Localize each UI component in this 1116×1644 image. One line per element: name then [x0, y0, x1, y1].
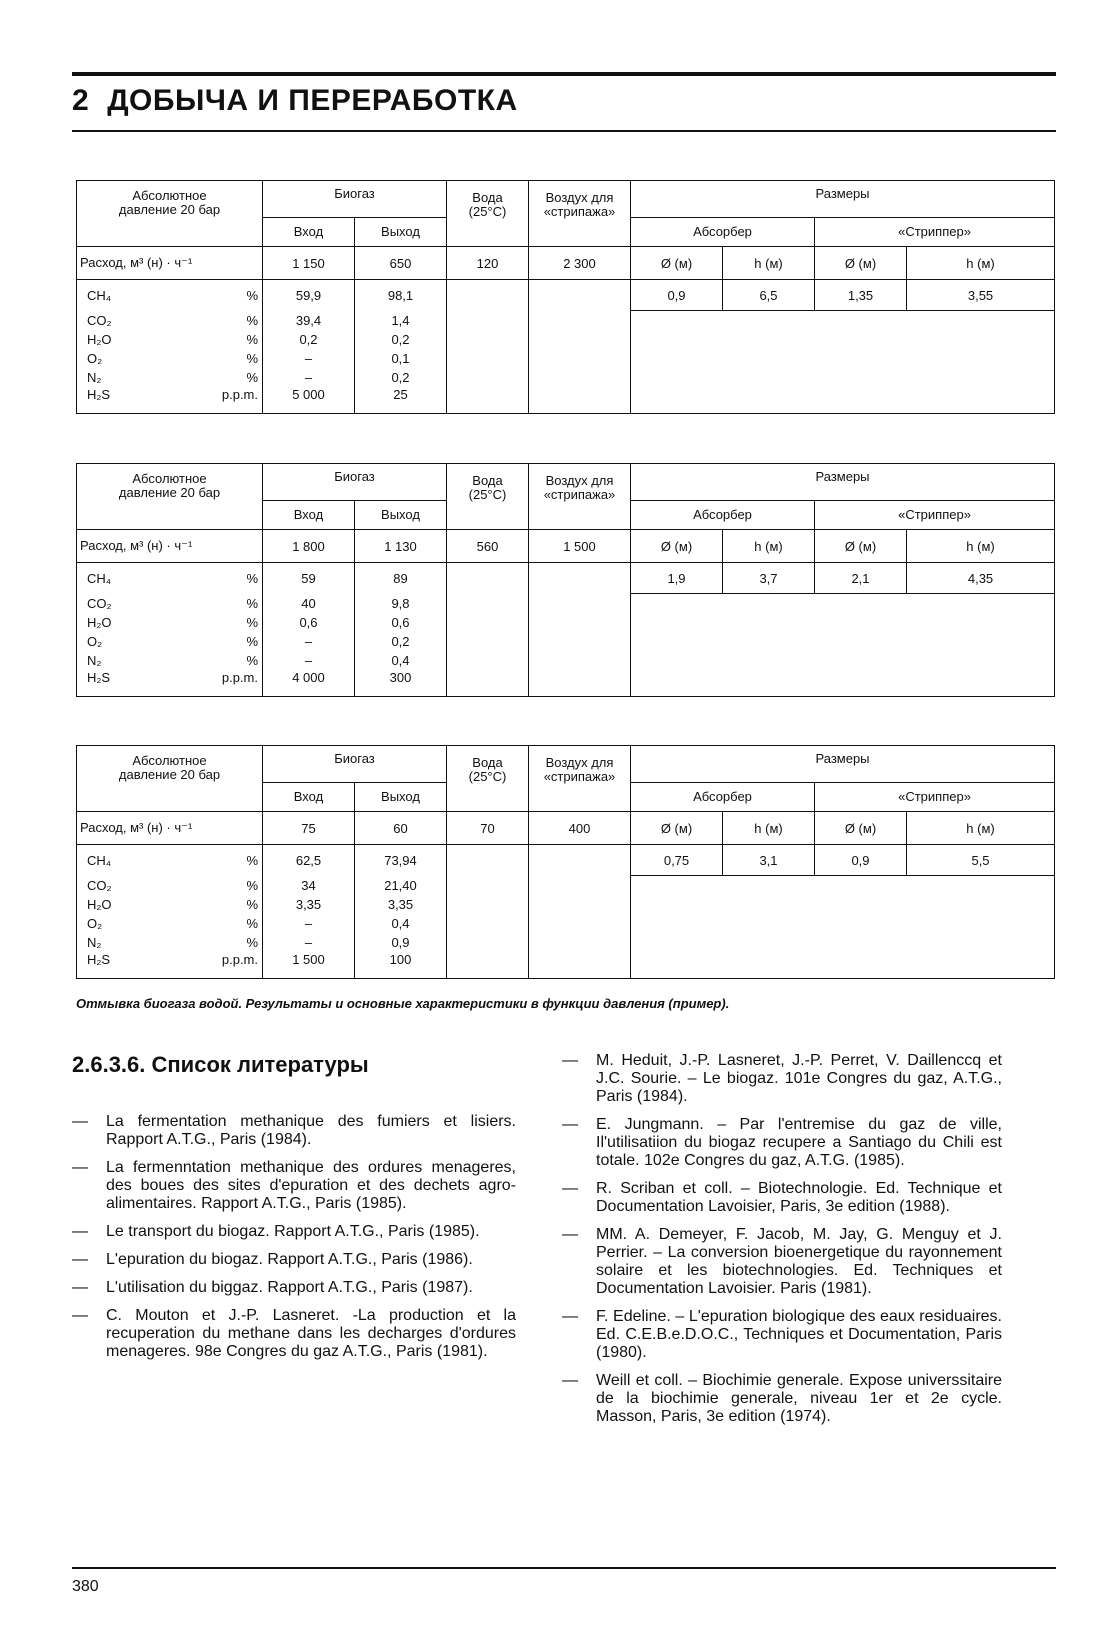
flow-water: 560	[447, 530, 529, 563]
reference-text: M. Heduit, J.-P. Lasneret, J.-P. Perret, V. Daillenccq et J.C. Sourie. – Le biogaz. 101e Congres du gaz, A.T.G., Paris (1984).	[596, 1052, 1002, 1105]
outlet-value: 0,9	[355, 933, 447, 952]
component-unit: %	[246, 896, 258, 912]
absorber-header: Абсорбер	[631, 218, 815, 247]
reference-item	[72, 1159, 516, 1213]
air-blank	[529, 563, 631, 697]
inlet-value: 0,2	[263, 330, 355, 349]
stripper-diameter: 0,9	[815, 845, 907, 876]
stripper-header: «Стриппер»	[815, 218, 1055, 247]
component-unit: p.p.m.	[221, 386, 258, 402]
pressure-line1: Абсолютное	[132, 188, 207, 203]
flow-water: 120	[447, 247, 529, 280]
flow-air: 1 500	[529, 530, 631, 563]
component-cell	[77, 613, 263, 632]
inlet-value: –	[263, 914, 355, 933]
absorber-height: 3,1	[723, 845, 815, 876]
component-name: CH₄	[87, 852, 112, 868]
absorber-header: Абсорбер	[631, 783, 815, 812]
air-line1: Воздух для	[545, 755, 614, 770]
water-line1: Вода	[472, 190, 503, 205]
reference-text: R. Scriban et coll. – Biotechnologie. Ed. Technique et Documentation Lavoisier, Paris, 3e edition (1988).	[596, 1180, 1002, 1215]
component-cell	[77, 651, 263, 670]
inlet-header: Вход	[263, 783, 355, 812]
section-number: 2	[72, 84, 90, 117]
flow-inlet: 75	[263, 812, 355, 845]
pressure-header	[77, 746, 263, 812]
inlet-value: 0,6	[263, 613, 355, 632]
component-unit: p.p.m.	[221, 951, 258, 967]
outlet-value: 100	[355, 952, 447, 979]
absorber-diameter: 0,9	[631, 280, 723, 311]
section-heading	[72, 84, 518, 118]
stripper-height: 5,5	[907, 845, 1055, 876]
reference-item	[72, 1223, 516, 1241]
inlet-value: 62,5	[263, 845, 355, 876]
inlet-value: –	[263, 349, 355, 368]
outlet-value: 21,40	[355, 876, 447, 895]
reference-text: MM. A. Demeyer, F. Jacob, M. Jay, G. Menguy et J. Perrier. – La conversion bioenergetique du rayonnement solaire et les biotechnologies. Ed. Techniques et Documentation Lavoisier. Paris (1981).	[596, 1226, 1002, 1297]
reference-dash: —	[72, 1279, 88, 1296]
component-name: N₂	[87, 652, 102, 668]
component-cell	[77, 311, 263, 330]
diam-label: Ø (м)	[815, 530, 907, 563]
component-unit: %	[246, 633, 258, 649]
biogas-table-3	[76, 745, 1055, 979]
dimensions-blank	[631, 311, 1055, 414]
component-cell	[77, 914, 263, 933]
outlet-header: Выход	[355, 218, 447, 247]
diam-label: Ø (м)	[815, 247, 907, 280]
component-cell	[77, 895, 263, 914]
height-label: h (м)	[907, 247, 1055, 280]
outlet-value: 0,2	[355, 330, 447, 349]
component-name: H₂S	[87, 669, 111, 685]
stripper-header: «Стриппер»	[815, 501, 1055, 530]
component-name: N₂	[87, 369, 102, 385]
component-unit: %	[246, 331, 258, 347]
component-name: CO₂	[87, 877, 112, 893]
flow-air: 2 300	[529, 247, 631, 280]
pressure-line2: давление 20 бар	[118, 202, 221, 217]
reference-text: Le transport du biogaz. Rapport A.T.G., Paris (1985).	[106, 1223, 480, 1240]
stripper-diameter: 2,1	[815, 563, 907, 594]
table-caption: Отмывка биогаза водой. Результаты и основные характеристики в функции давления (пример).	[76, 996, 730, 1011]
reference-dash: —	[562, 1308, 578, 1325]
reference-text: Weill et coll. – Biochimie generale. Expose universsitaire de la biochimie generale, niveau 1er et 2e cycle. Masson, Paris, 3e edition (1974).	[596, 1372, 1002, 1425]
component-name: H₂O	[87, 896, 112, 912]
component-cell	[77, 368, 263, 387]
pressure-line2: давление 20 бар	[118, 767, 221, 782]
component-unit: %	[246, 595, 258, 611]
component-cell	[77, 933, 263, 952]
reference-dash: —	[562, 1180, 578, 1197]
outlet-header: Выход	[355, 501, 447, 530]
flow-air: 400	[529, 812, 631, 845]
reference-item	[562, 1052, 1002, 1106]
absorber-diameter: 0,75	[631, 845, 723, 876]
references-right-column	[562, 1052, 1002, 1436]
inlet-value: –	[263, 933, 355, 952]
water-header	[447, 746, 529, 812]
flow-outlet: 1 130	[355, 530, 447, 563]
component-name: H₂O	[87, 331, 112, 347]
height-label: h (м)	[907, 812, 1055, 845]
component-cell	[77, 670, 263, 697]
water-line2: (25°C)	[468, 204, 507, 219]
component-unit: %	[246, 570, 258, 586]
component-name: O₂	[87, 915, 103, 931]
component-cell	[77, 632, 263, 651]
reference-text: F. Edeline. – L'epuration biologique des eaux residuaires. Ed. C.E.B.e.D.O.C., Techniques et Documentation, Paris (1980).	[596, 1308, 1002, 1361]
pressure-line1: Абсолютное	[132, 471, 207, 486]
inlet-value: 40	[263, 594, 355, 613]
page-number: 380	[72, 1578, 99, 1595]
reference-item	[72, 1307, 516, 1361]
inlet-value: 59	[263, 563, 355, 594]
component-name: O₂	[87, 633, 103, 649]
inlet-value: 39,4	[263, 311, 355, 330]
reference-item	[562, 1180, 1002, 1216]
outlet-value: 98,1	[355, 280, 447, 311]
outlet-value: 0,1	[355, 349, 447, 368]
diam-label: Ø (м)	[631, 247, 723, 280]
biogas-table-2	[76, 463, 1055, 697]
outlet-value: 0,2	[355, 368, 447, 387]
water-blank	[447, 563, 529, 697]
flow-inlet: 1 800	[263, 530, 355, 563]
top-rule	[72, 72, 1056, 76]
outlet-value: 0,4	[355, 914, 447, 933]
air-header	[529, 181, 631, 247]
height-label: h (м)	[723, 530, 815, 563]
biogas-table-1	[76, 180, 1055, 414]
component-name: H₂S	[87, 951, 111, 967]
component-name: CO₂	[87, 595, 112, 611]
reference-dash: —	[72, 1113, 88, 1130]
component-cell	[77, 387, 263, 414]
air-line2: «стрипажа»	[543, 487, 616, 502]
height-label: h (м)	[723, 247, 815, 280]
dimensions-blank	[631, 876, 1055, 979]
inlet-value: –	[263, 632, 355, 651]
reference-item	[72, 1251, 516, 1269]
pressure-line1: Абсолютное	[132, 753, 207, 768]
diam-label: Ø (м)	[631, 530, 723, 563]
component-name: H₂S	[87, 386, 111, 402]
reference-dash: —	[562, 1226, 578, 1243]
height-label: h (м)	[723, 812, 815, 845]
component-unit: %	[246, 369, 258, 385]
reference-item	[562, 1372, 1002, 1426]
flow-label: Расход, м³ (н) · ч⁻¹	[77, 812, 263, 845]
reference-dash: —	[72, 1251, 88, 1268]
biogas-header: Биогаз	[263, 746, 447, 783]
air-header	[529, 464, 631, 530]
water-header	[447, 464, 529, 530]
absorber-height: 3,7	[723, 563, 815, 594]
header-rule	[72, 130, 1056, 132]
absorber-header: Абсорбер	[631, 501, 815, 530]
reference-item	[562, 1226, 1002, 1298]
dimensions-header: Размеры	[631, 181, 1055, 218]
component-cell	[77, 594, 263, 613]
stripper-header: «Стриппер»	[815, 783, 1055, 812]
inlet-value: 5 000	[263, 387, 355, 414]
reference-text: L'utilisation du biggaz. Rapport A.T.G., Paris (1987).	[106, 1279, 473, 1296]
reference-text: L'epuration du biogaz. Rapport A.T.G., Paris (1986).	[106, 1251, 473, 1268]
component-cell	[77, 845, 263, 876]
pressure-header	[77, 464, 263, 530]
outlet-value: 73,94	[355, 845, 447, 876]
reference-item	[72, 1279, 516, 1297]
reference-item	[72, 1113, 516, 1149]
component-unit: %	[246, 652, 258, 668]
component-name: CO₂	[87, 312, 112, 328]
component-unit: %	[246, 350, 258, 366]
air-line1: Воздух для	[545, 473, 614, 488]
reference-dash: —	[72, 1159, 88, 1176]
air-line2: «стрипажа»	[543, 769, 616, 784]
component-name: CH₄	[87, 287, 112, 303]
dimensions-header: Размеры	[631, 464, 1055, 501]
references-left-column	[72, 1113, 516, 1371]
outlet-value: 25	[355, 387, 447, 414]
component-cell	[77, 563, 263, 594]
stripper-height: 3,55	[907, 280, 1055, 311]
absorber-height: 6,5	[723, 280, 815, 311]
outlet-value: 300	[355, 670, 447, 697]
flow-water: 70	[447, 812, 529, 845]
reference-dash: —	[72, 1223, 88, 1240]
pressure-line2: давление 20 бар	[118, 485, 221, 500]
water-line2: (25°C)	[468, 487, 507, 502]
reference-dash: —	[72, 1307, 88, 1324]
outlet-value: 0,2	[355, 632, 447, 651]
water-blank	[447, 280, 529, 414]
component-unit: %	[246, 934, 258, 950]
footer-rule	[72, 1567, 1056, 1569]
outlet-header: Выход	[355, 783, 447, 812]
component-name: O₂	[87, 350, 103, 366]
component-unit: p.p.m.	[221, 669, 258, 685]
reference-dash: —	[562, 1372, 578, 1389]
air-line1: Воздух для	[545, 190, 614, 205]
component-unit: %	[246, 852, 258, 868]
inlet-value: 4 000	[263, 670, 355, 697]
reference-item	[562, 1308, 1002, 1362]
air-line2: «стрипажа»	[543, 204, 616, 219]
flow-inlet: 1 150	[263, 247, 355, 280]
outlet-value: 1,4	[355, 311, 447, 330]
reference-text: C. Mouton et J.-P. Lasneret. -La production et la recuperation du methane dans les decharges d'ordures menageres. 98e Congres du gaz A.T.G., Paris (1981).	[106, 1307, 516, 1360]
flow-outlet: 60	[355, 812, 447, 845]
water-line2: (25°C)	[468, 769, 507, 784]
biogas-header: Биогаз	[263, 181, 447, 218]
air-blank	[529, 280, 631, 414]
flow-outlet: 650	[355, 247, 447, 280]
flow-label: Расход, м³ (н) · ч⁻¹	[77, 247, 263, 280]
inlet-value: –	[263, 368, 355, 387]
water-line1: Вода	[472, 473, 503, 488]
stripper-height: 4,35	[907, 563, 1055, 594]
outlet-value: 3,35	[355, 895, 447, 914]
reference-dash: —	[562, 1116, 578, 1133]
dimensions-blank	[631, 594, 1055, 697]
literature-title: 2.6.3.6. Список литературы	[72, 1052, 369, 1077]
water-header	[447, 181, 529, 247]
reference-text: La fermentation methanique des fumiers et lisiers. Rapport A.T.G., Paris (1984).	[106, 1113, 516, 1148]
component-unit: %	[246, 614, 258, 630]
reference-text: E. Jungmann. – Par l'entremise du gaz de ville, Il'utilisatiion du biogaz recupere a Santiago du Chili est totale. 102e Congres du gaz, A.T.G. (1985).	[596, 1116, 1002, 1169]
component-cell	[77, 330, 263, 349]
reference-text: La fermenntation methanique des ordures menageres, des boues des sites d'epuration et des dechets agro-alimentaires. Rapport A.T.G., Paris (1985).	[106, 1159, 516, 1212]
component-cell	[77, 349, 263, 368]
outlet-value: 0,4	[355, 651, 447, 670]
flow-label: Расход, м³ (н) · ч⁻¹	[77, 530, 263, 563]
diam-label: Ø (м)	[815, 812, 907, 845]
pressure-header	[77, 181, 263, 247]
inlet-value: 59,9	[263, 280, 355, 311]
diam-label: Ø (м)	[631, 812, 723, 845]
air-blank	[529, 845, 631, 979]
component-unit: %	[246, 312, 258, 328]
component-name: H₂O	[87, 614, 112, 630]
stripper-diameter: 1,35	[815, 280, 907, 311]
reference-dash: —	[562, 1052, 578, 1069]
component-cell	[77, 876, 263, 895]
biogas-header: Биогаз	[263, 464, 447, 501]
water-line1: Вода	[472, 755, 503, 770]
component-name: CH₄	[87, 570, 112, 586]
component-name: N₂	[87, 934, 102, 950]
inlet-header: Вход	[263, 218, 355, 247]
outlet-value: 9,8	[355, 594, 447, 613]
section-title: ДОБЫЧА И ПЕРЕРАБОТКА	[107, 84, 518, 117]
water-blank	[447, 845, 529, 979]
component-unit: %	[246, 915, 258, 931]
inlet-value: 1 500	[263, 952, 355, 979]
component-unit: %	[246, 877, 258, 893]
reference-item	[562, 1116, 1002, 1170]
component-cell	[77, 952, 263, 979]
air-header	[529, 746, 631, 812]
outlet-value: 0,6	[355, 613, 447, 632]
height-label: h (м)	[907, 530, 1055, 563]
absorber-diameter: 1,9	[631, 563, 723, 594]
dimensions-header: Размеры	[631, 746, 1055, 783]
inlet-header: Вход	[263, 501, 355, 530]
inlet-value: 34	[263, 876, 355, 895]
component-unit: %	[246, 287, 258, 303]
inlet-value: –	[263, 651, 355, 670]
outlet-value: 89	[355, 563, 447, 594]
inlet-value: 3,35	[263, 895, 355, 914]
component-cell	[77, 280, 263, 311]
